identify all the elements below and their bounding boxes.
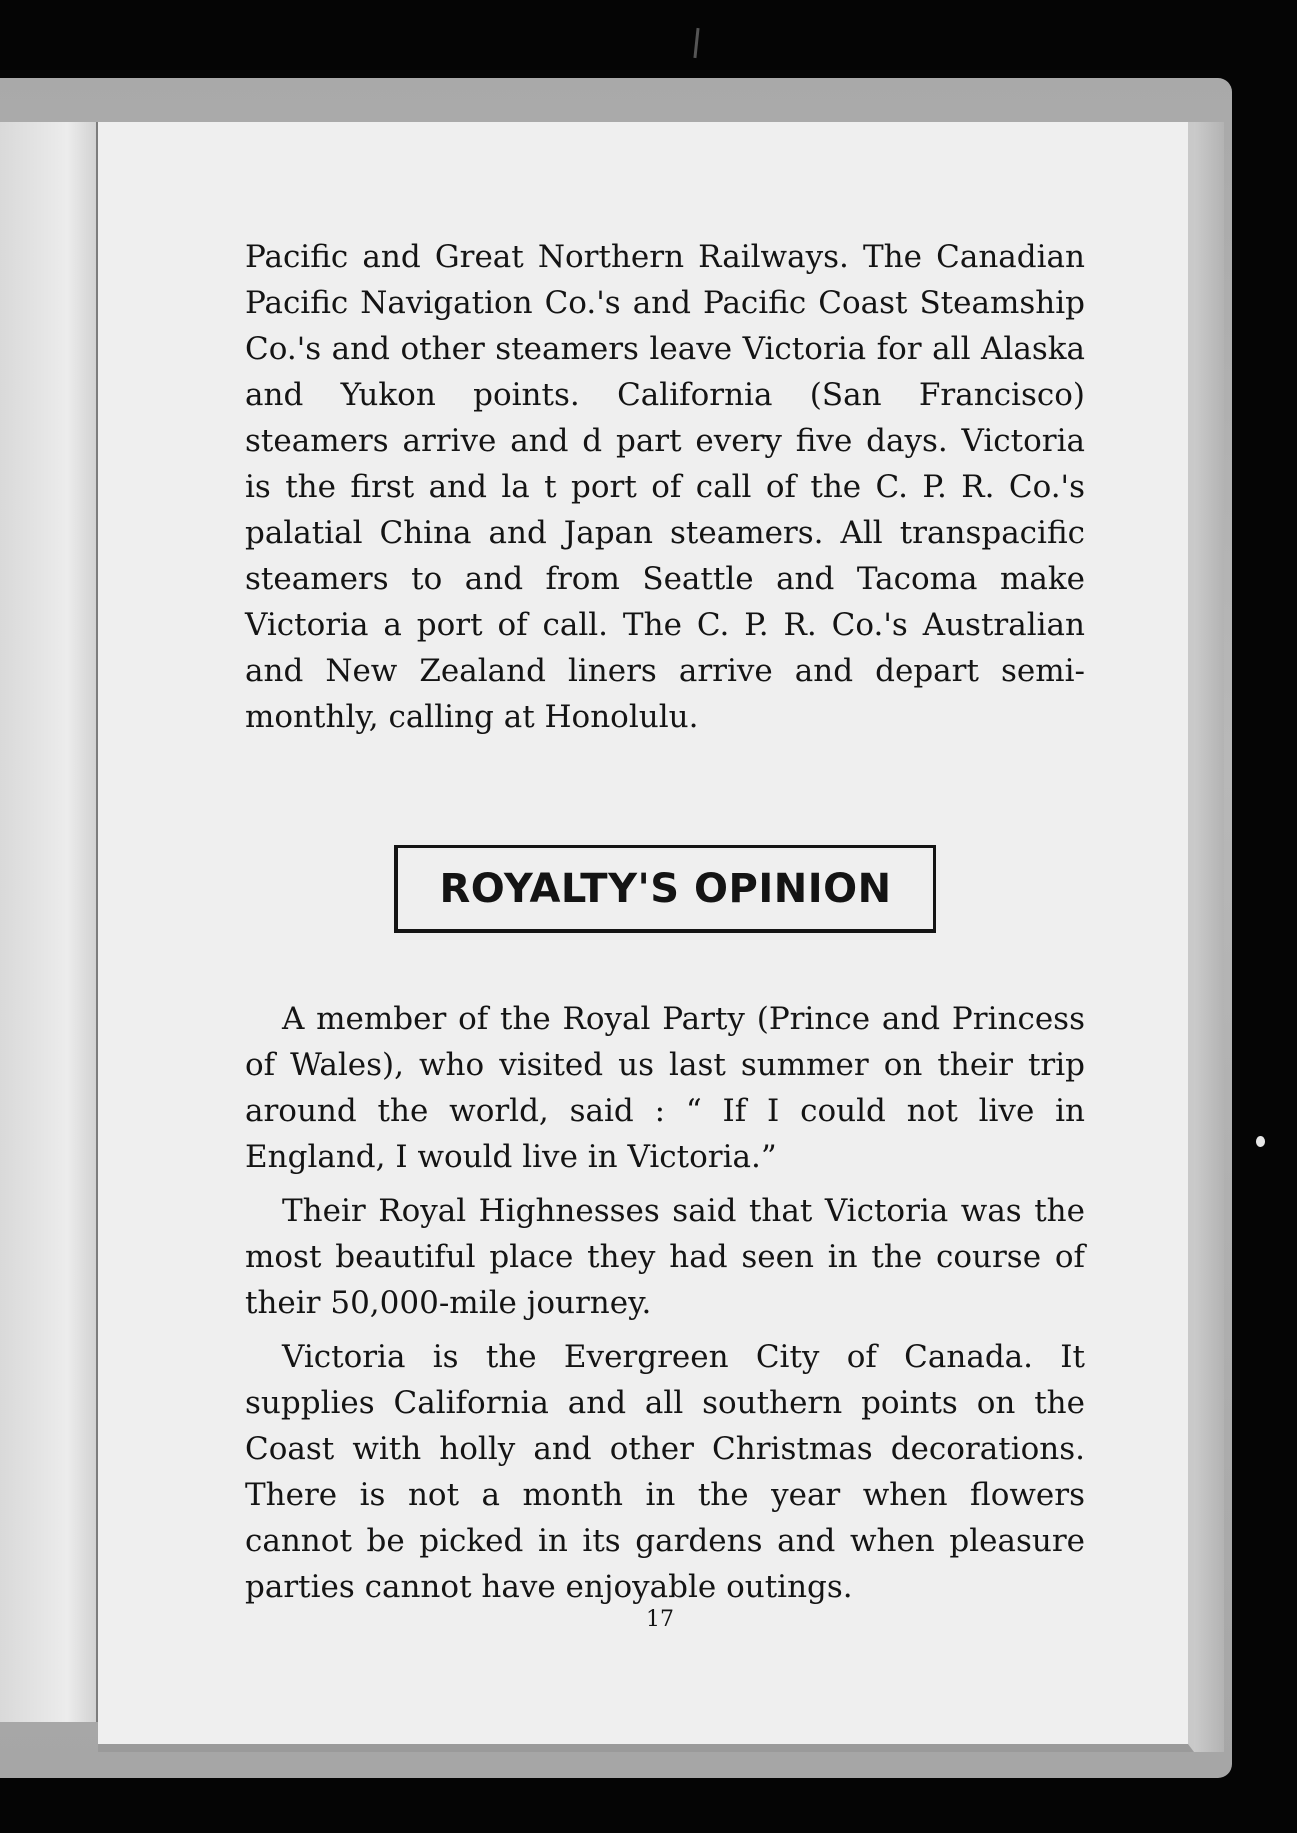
heading-box	[394, 845, 936, 933]
paragraph-royal-highnesses: Their Royal Highnesses said that Victoria was the most beautiful place they had seen in the course of their 50,000-mile journey.	[245, 1193, 1085, 1321]
section-text	[245, 996, 1085, 1618]
paragraph-royal-party: A member of the Royal Party (Prince and Princess of Wales), who visited us last summer on their trip around the world, said : “ If I could not live in England, I would live in Victoria.”	[245, 1001, 1085, 1175]
paragraph-transport: Pacific and Great Northern Railways. The Canadian Pacific Navigation Co.'s and Pacific Coast Steamship Co.'s and other steamers leave Victoria for all Alaska and Yukon points. California (San Francisco) steamers arrive and d part every five days. Victoria is the first and la t port of call of the C. P. R. Co.'s palatial China and Japan steamers. All transpacific steamers to and from Seattle and Tacoma make Victoria a port of call. The C. P. R. Co.'s Australian and New Zealand liners arrive and depart semi-monthly, calling at Honolulu.	[245, 239, 1085, 735]
body-text	[245, 234, 1085, 740]
left-page-edge	[0, 122, 98, 1722]
paragraph-evergreen-city: Victoria is the Evergreen City of Canada. It supplies California and all southern points on the Coast with holly and other Christmas decorations. There is not a month in the year when flowers cannot be picked in its gardens and when pleasure parties cannot have enjoyable outings.	[245, 1339, 1085, 1605]
scan-artifact-dot	[1256, 1136, 1265, 1147]
page-number: 17	[646, 1607, 674, 1632]
section-heading: ROYALTY'S OPINION	[439, 865, 892, 912]
